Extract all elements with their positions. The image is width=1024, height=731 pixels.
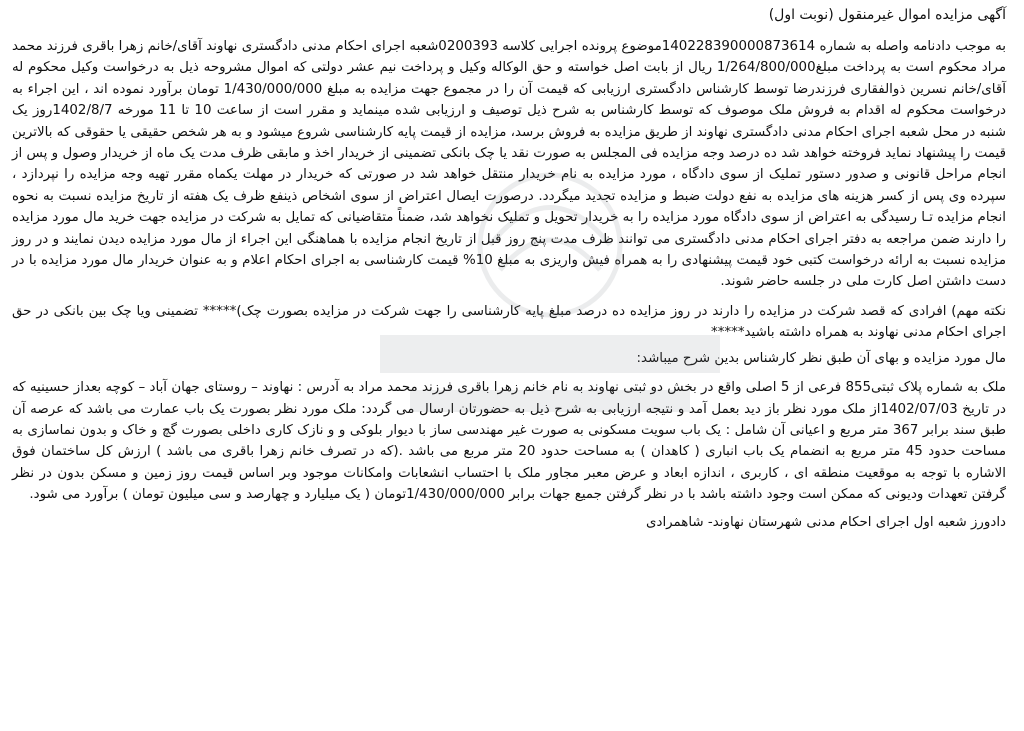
property-intro: مال مورد مزایده و بهای آن طبق نظر کارشناس بدین شرح میباشد: xyxy=(636,350,1006,366)
signature-line: دادورز شعبه اول اجرای احکام مدنی شهرستان نهاوند- شاهمرادی xyxy=(646,514,1006,530)
main-paragraph: به موجب دادنامه واصله به شماره 140228390000873614موضوع پرونده اجرایی کلاسه 0200393شعبه اجرای احکام مدنی دادگستری نهاوند آقای/خانم زهرا باقری فرزند محمد مراد محکوم است به پرداخت مبلغ1/264/800/000 ریال از بابت اصل خواسته و حق الوکاله وکیل و پرداخت نیم عشر دولتی که اموال مشروحه ذیل به درخواست وکیل محکوم له آقای/خانم نسرین ذوالفقاری فرزندرضا توسط کارشناس دادگستری ارزیابی که قیمت آن را در مجموع جهت مزایده به مبلغ 1/430/000/000 تومان برآورد نموده اند ، این اجراء به درخواست محکوم له اقدام به فروش ملک موصوف که توسط کارشناس به شرح ذیل توصیف و ارزیابی شده مینماید و مقرر است از ساعت 10 تا 11 مورخه 1402/8/7روز یک شنبه در محل شعبه اجرای احکام مدنی دادگستری نهاوند از طریق مزایده به فروش برسد، مزایده از قیمت پایه کارشناسی شروع میشود و به هر شخص حقیقی یا حقوقی که بالاترین قیمت را پیشنهاد نماید فروخته خواهد شد ده درصد وجه مزایده فی المجلس به صورت نقد یا چک بانکی تضمینی از خریدار اخذ و مابقی ظرف مدت یک ماه از خریدار وصول و پس از انجام مراحل قانونی و صدور دستور تملیک از سوی دادگاه ، مورد مزایده به نام خریدار منتقل خواهد شد در صورتی که خریدار در مهلت یکماه مقرر تهیه وجه مزایده را نپردازد ، سپرده وی پس از کسر هزینه های مزایده به نفع دولت ضبط و مزایده تجدید میگردد. درصورت ایصال اعتراض از سوی اشخاص ذینفع ظرف یک هفته از تاریخ مزایده نسبت به نحوه انجام مزایده تـا رسیدگی به اعتراض از سوی دادگاه مورد مزایده را به خریدار تحویل و تملیک نخواهد شد، ضمناً متقاضیانی که تمایل به شرکت در مزایده جهت خرید مال مورد مزایده را دارند ضمن مراجعه به دفتر اجرای احکام مدنی دادگستری می توانند ظرف مدت پنج روز قبل از تاریخ انجام مزایده با هماهنگی این اجراء از مال مورد مزایده دیدن نمایند و در روز مزایده نسبت به ارائه درخواست کتبی خود قیمت پیشنهادی را به همراه فیش واریزی به مبلغ 10% قیمت کارشناسی به اجرای احکام اعلام و به عنوان خریدار مال مورد مزایده با در دست داشتن اصل کارت ملی در جلسه حاضر شوند. xyxy=(12,39,1007,290)
important-note: نکته مهم) افرادی که قصد شرکت در مزایده را دارند در روز مزایده ده درصد مبلغ پایه کارشناسی را جهت شرکت در مزایده بصورت چک)***** تضمینی ویا چک بین بانکی در حق اجرای احکام مدنی نهاوند به همراه داشته باشید***** xyxy=(12,303,1006,341)
notice-title: آگهی مزایده اموال غیرمنقول (نوبت اول) xyxy=(768,7,1006,23)
property-description: ملک به شماره پلاک ثبتی855 فرعی از 5 اصلی واقع در بخش دو ثبتی نهاوند به نام خانم زهرا باقری فرزند محمد مراد به آدرس : نهاوند – روستای جهان آباد – کوچه بعداز حسینیه که در تاریخ 1402/07/03از ملک مورد نظر باز دید بعمل آمد و نتیجه ارزیابی به شرح ذیل به حضورتان ارسال می گردد: ملک مورد نظر بصورت یک باب عمارت می باشد که عرصه آن طبق سند برابر 367 متر مربع و اعیانی آن شامل : یک باب سویت مسکونی به صورت غیر مهندسی ساز با دیوار بلوکی و و نازک کاری داخلی بصورت گچ و خاک و بدون نماسازی به مساحت حدود 45 متر مربع به انضمام یک باب انباری ( کاهدان ) به مساحت حدود 20 متر مربع می باشد .(که در تصرف خانم زهرا باقری می باشد ) ارزش کل ساختمان فوق الاشاره با توجه به موقعیت منطقه ای ، کاربری ، اندازه ابعاد و عرض معبر مجاور ملک با احتساب انشعابات وامکانات موجود وبر اساس قیمت روز زمین و مسکن بدون در نظر گرفتن تعهدات ودیونی که ممکن است وجود داشته باشد با در نظر گرفتن جمیع جهات برابر 1/430/000/000تومان ( یک میلیارد و چهارصد و سی میلیون تومان ) برآورد می شود. xyxy=(12,380,1007,503)
